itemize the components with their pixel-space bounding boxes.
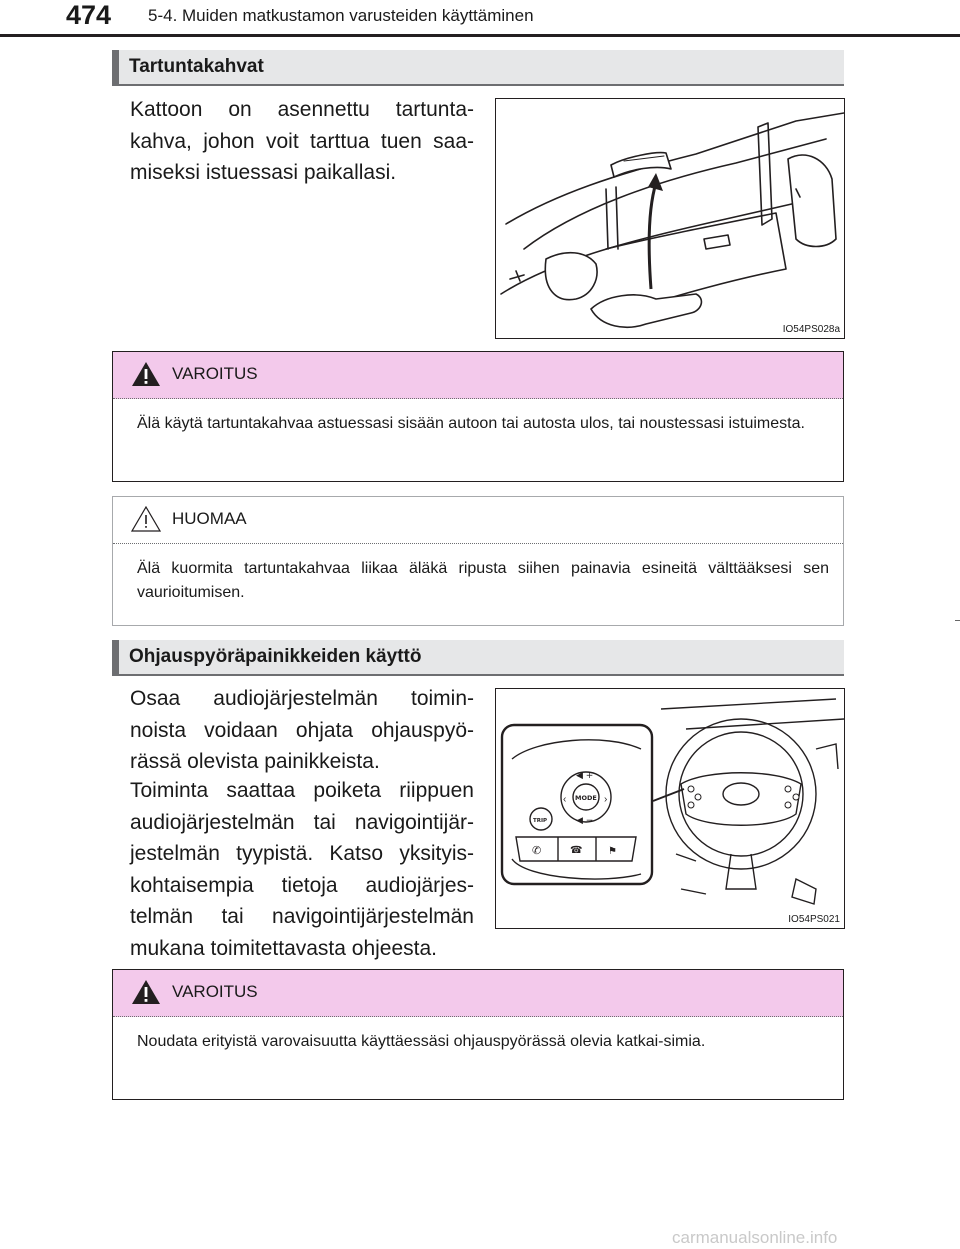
grab-handle-paragraph: Kattoon on asennettu tartunta-kahva, johon voit tarttua tuen saa-miseksi istuessasi paikallasi. — [130, 98, 474, 184]
volume-minus-label: − — [585, 816, 594, 826]
phone-hangup-icon: ☎ — [570, 845, 583, 856]
warning-header — [113, 352, 843, 399]
warning-title: VAROITUS — [172, 364, 258, 383]
header-rule — [0, 34, 960, 37]
section-heading-text: Ohjauspyöräpainikkeiden käyttö — [129, 646, 422, 667]
section-heading-grab-handles — [112, 50, 844, 86]
warning-header — [113, 970, 843, 1017]
chapter-title: 5-4. Muiden matkustamon varusteiden käyttäminen — [148, 6, 534, 25]
figure-code: IO54PS028a — [782, 324, 840, 335]
phone-pickup-icon: ✆ — [532, 845, 542, 857]
steering-switch-illustration — [495, 688, 845, 929]
caution-text: Älä kuormita tartuntakahvaa liikaa äläkä ripusta siihen painavia esineitä välttääksesi sen vaurioitumisen. — [137, 560, 829, 601]
section-heading-text: Tartuntakahvat — [129, 56, 264, 77]
svg-text:◀ +: ◀ + — [576, 771, 594, 781]
warning-text: Noudata erityistä varovaisuutta käyttäessäsi ohjauspyörässä olevia katkai-simia. — [137, 1033, 706, 1050]
figure-code: IO54PS021 — [788, 914, 840, 925]
svg-text:◀ −: ◀ − — [576, 816, 594, 826]
edge-mark — [955, 620, 960, 621]
caution-header — [113, 497, 843, 544]
section-heading-steering-switches — [112, 640, 844, 676]
volume-plus-label: + — [585, 771, 594, 781]
warning-title: VAROITUS — [172, 982, 258, 1001]
mode-label: MODE — [575, 794, 597, 802]
steering-wheel-drawing — [496, 689, 844, 928]
caution-box — [112, 496, 844, 626]
steering-paragraph-1: Osaa audiojärjestelmän toimin-noista voidaan ohjata ohjauspyö-rässä olevista painikkeista. — [130, 687, 474, 773]
voice-command-icon: ⚑ — [608, 846, 617, 857]
steering-paragraph-2: Toiminta saattaa poiketa riippuen audiojärjestelmän tai navigointijär-jestelmän tyypistä. Katso yksityis-kohtaisempia tietoja audiojärjes-telmän tai navigointijärjestelmän mukana toimitettavasta ohjeesta. — [130, 779, 474, 960]
grab-handle-illustration — [495, 98, 845, 339]
warning-box — [112, 351, 844, 482]
trip-label: TRIP — [533, 818, 548, 824]
seek-left-icon: ‹ — [563, 794, 567, 805]
seek-right-icon: › — [604, 794, 608, 805]
grab-handle-drawing — [496, 99, 844, 338]
warning-text: Älä käytä tartuntakahvaa astuessasi sisään autoon tai autosta ulos, tai noustessasi istuimesta. — [137, 415, 805, 432]
warning-triangle-icon — [131, 979, 161, 1005]
warning-box — [112, 969, 844, 1100]
caution-title: HUOMAA — [172, 509, 247, 528]
page-number: 474 — [66, 0, 112, 30]
watermark: carmanualsonline.info — [672, 1228, 838, 1247]
warning-triangle-icon — [131, 361, 161, 387]
caution-triangle-icon — [131, 506, 161, 532]
